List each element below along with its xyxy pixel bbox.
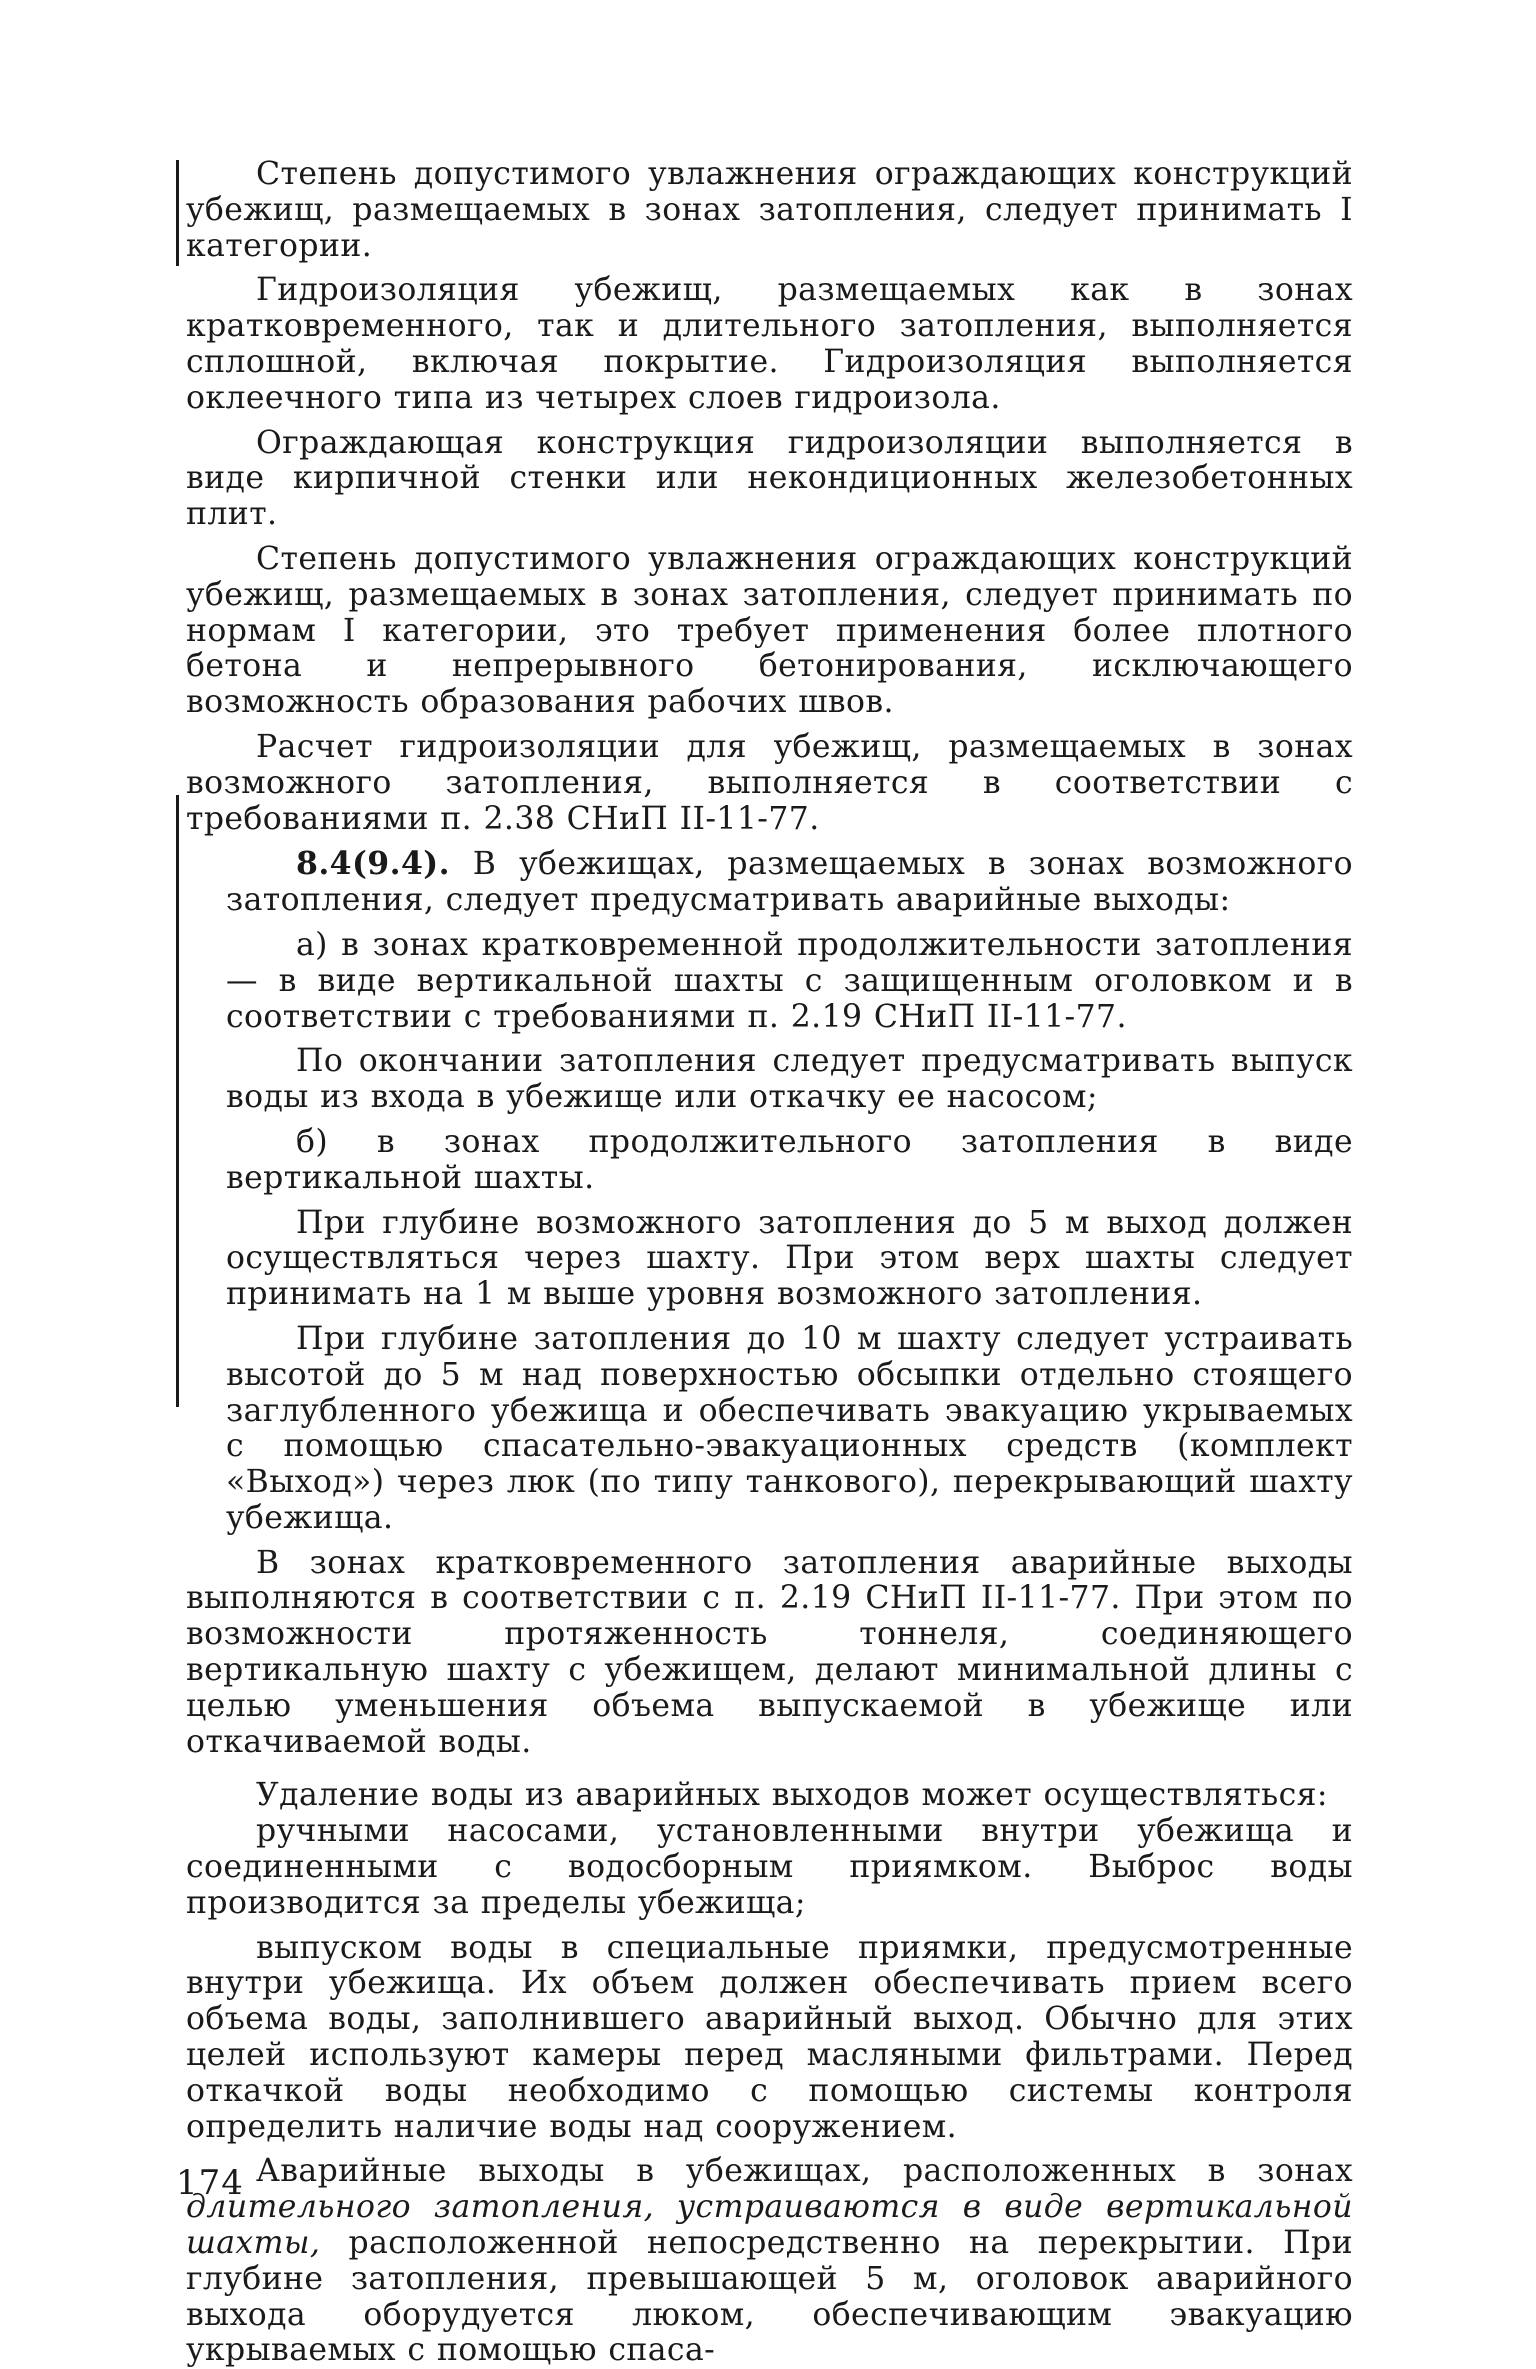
paragraph: В зонах кратковременного затопления аварийные выходы выполняются в соответствии с п. 2.19 СНиП II-11-77. При этом по возможности протяженность тоннеля, соединяющего вертикальную шахту с убежищем, делают минимальной длины с целью уменьшения объема выпускаемой в убежище или откачиваемой воды. (186, 1544, 1353, 1760)
page-number: 174 (176, 2163, 244, 2203)
section-8-4 (186, 846, 1353, 1536)
revision-marker-middle (176, 795, 179, 1407)
paragraph: Расчет гидроизоляции для убежищ, размещаемых в зонах возможного затопления, выполняется в соответствии с требованиями п. 2.38 СНиП II-11-77. (186, 728, 1353, 837)
section-heading-paragraph (226, 846, 1353, 919)
paragraph: При глубине затопления до 10 м шахту следует устраивать высотой до 5 м над поверхностью обсыпки отдельно стоящего заглубленного убежища и обеспечивать эвакуацию укрываемых с помощью спасательно-эвакуационных средств (комплект «Выход») через люк (по типу танкового), перекрывающий шахту убежища. (226, 1320, 1353, 1536)
paragraph: ручными насосами, установленными внутри убежища и соединенными с водосборным приямком. Выброс воды производится за пределы убежища; (186, 1813, 1353, 1921)
paragraph: Степень допустимого увлажнения ограждающих конструкций убежищ, размещаемых в зонах затопления, следует принимать I категории. (186, 156, 1353, 264)
paragraph-start: Аварийные выходы в убежищах, расположенных в зонах (256, 2153, 1353, 2190)
paragraph-end: расположенной непосредственно на перекрытии. При глубине затопления, превышающей 5 м, оголовок аварийного выхода оборудуется люком, обеспечивающим эвакуацию укрываемых с помощью спаса- (186, 2225, 1353, 2369)
revision-marker-top (176, 160, 179, 266)
paragraph: По окончании затопления следует предусматривать выпуск воды из входа в убежище или откачку ее насосом; (226, 1043, 1353, 1116)
main-text (186, 157, 1353, 2369)
paragraph: выпуском воды в специальные приямки, предусмотренные внутри убежища. Их объем должен обеспечивать прием всего объема воды, заполнившего аварийный выход. Обычно для этих целей используют камеры перед масляными фильтрами. Перед откачкой воды необходимо с помощью системы контроля определить наличие воды над сооружением. (186, 1929, 1353, 2145)
section-text: В убежищах, размещаемых в зонах возможного затопления, следует предусматривать аварийные выходы: (226, 846, 1353, 919)
paragraph: При глубине возможного затопления до 5 м выход должен осуществляться через шахту. При этом верх шахты следует принимать на 1 м выше уровня возможного затопления. (226, 1204, 1353, 1313)
paragraph: Гидроизоляция убежищ, размещаемых как в зонах кратковременного, так и длительного затопления, выполняется сплошной, включая покрытие. Гидроизоляция выполняется оклеечного типа из четырех слоев гидроизола. (186, 272, 1353, 416)
list-item-b: б) в зонах продолжительного затопления в виде вертикальной шахты. (226, 1123, 1353, 1196)
section-number: 8.4(9.4). (296, 845, 450, 883)
paragraph (186, 2154, 1353, 2369)
paragraph: Удаление воды из аварийных выходов может осуществляться: (256, 1777, 1328, 1814)
paragraph: Степень допустимого увлажнения ограждающих конструкций убежищ, размещаемых в зонах затопления, следует принимать по нормам I категории, это требует применения более плотного бетона и непрерывного бетонирования, исключающего возможность образования рабочих швов. (186, 540, 1353, 721)
italic-phrase: длительного затопления, устраиваются в виде вертикальной шахты, (186, 2189, 1353, 2262)
list-item-a: а) в зонах кратковременной продолжительности затопления — в виде вертикальной шахты с защищенным оголовком и в соответствии с требованиями п. 2.19 СНиП II-11-77. (226, 926, 1353, 1035)
paragraph: Ограждающая конструкция гидроизоляции выполняется в виде кирпичной стенки или некондиционных железобетонных плит. (186, 424, 1353, 533)
